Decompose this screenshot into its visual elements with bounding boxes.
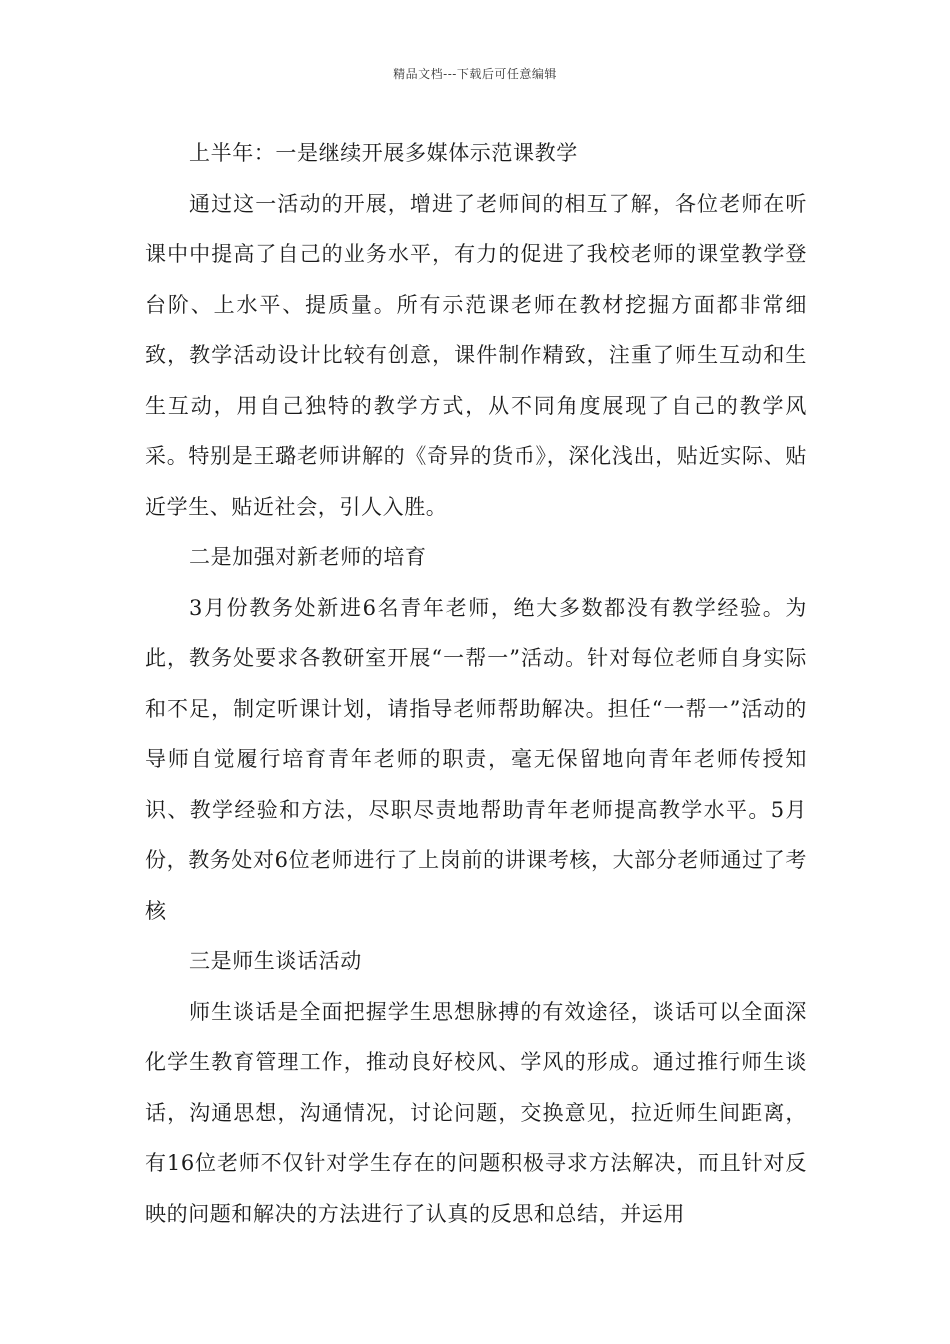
document-body [145,128,807,1239]
paragraph-new-teacher-training: 3月份教务处新进6名青年老师，绝大多数都没有教学经验。为此，教务处要求各教研室开展“一帮一”活动。针对每位老师自身实际和不足，制定听课计划，请指导老师帮助解决。担任“一帮一”活动的导师自觉履行培育青年老师的职责，毫无保留地向青年老师传授知识、教学经验和方法，尽职尽责地帮助青年老师提高教学水平。5月份，教务处对6位老师进行了上岗前的讲课考核，大部分老师通过了考核 [145,595,807,923]
paragraph-demo-class: 通过这一活动的开展，增进了老师间的相互了解，各位老师在听课中中提高了自己的业务水平，有力的促进了我校老师的课堂教学登台阶、上水平、提质量。所有示范课老师在教材挖掘方面都非常细致，教学活动设计比较有创意，课件制作精致，注重了师生互动和生生互动，用自己独特的教学方式，从不同角度展现了自己的教学风采。特别是王璐老师讲解的《奇异的货币》，深化浅出，贴近实际、贴近学生、贴近社会，引人入胜。 [145,191,807,519]
heading-teacher-student-talks: 三是师生谈话活动 [189,949,362,973]
heading-new-teacher-training: 二是加强对新老师的培育 [189,545,427,569]
paragraph-teacher-student-talks: 师生谈话是全面把握学生思想脉搏的有效途径，谈话可以全面深化学生教育管理工作，推动良好校风、学风的形成。通过推行师生谈话，沟通思想，沟通情况，讨论问题，交换意见，拉近师生间距离，有16位老师不仅针对学生存在的问题积极寻求方法解决，而且针对反映的问题和解决的方法进行了认真的反思和总结，并运用 [145,999,807,1226]
heading-first-half-year: 上半年：一是继续开展多媒体示范课教学 [189,141,578,165]
page-header: 精品文档---下载后可任意编辑 [393,67,557,81]
